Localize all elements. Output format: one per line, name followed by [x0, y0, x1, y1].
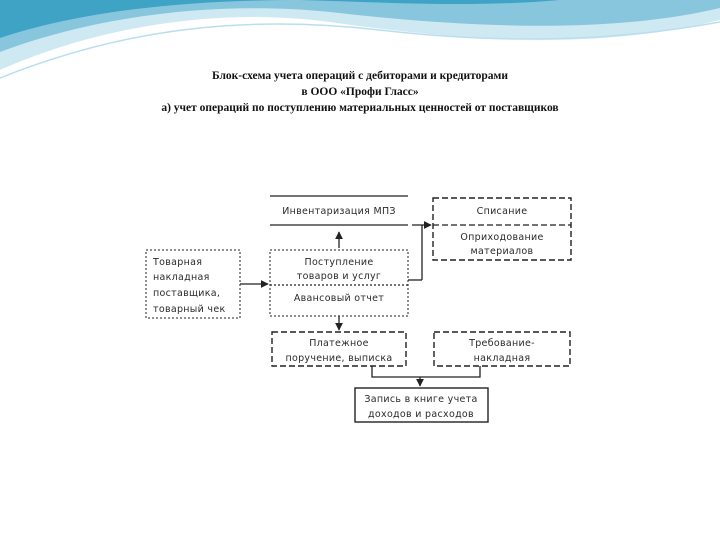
invoice-line4: товарный чек: [153, 304, 226, 315]
payment-line1: Платежное: [309, 338, 369, 349]
receipt-line2: товаров и услуг: [296, 271, 382, 282]
invoice-line1: Товарная: [153, 257, 203, 268]
materials-use-line2: материалов: [470, 246, 534, 257]
ledger-line1: Запись в книге учета: [364, 394, 478, 405]
connector-payment-to-ledger: [372, 366, 420, 377]
ledger-line2: доходов и расходов: [368, 409, 474, 420]
payment-order-box: [272, 332, 406, 366]
demand-line2: накладная: [473, 353, 531, 364]
inventory-box: [270, 196, 408, 225]
title-line-1: Блок-схема учета операций с дебиторами и кредиторами: [212, 70, 508, 82]
advance-report-label: Авансовый отчет: [293, 293, 385, 304]
title-line-3: а) учет операций по поступлению материальных ценностей от поставщиков: [161, 102, 559, 114]
receipt-box: [270, 250, 408, 316]
inventory-label: Инвентаризация МПЗ: [282, 206, 396, 217]
connector-requisition-to-ledger: [420, 366, 480, 377]
requisition-box: [434, 332, 570, 366]
invoice-box: [146, 250, 240, 318]
title-line-2: в ООО «Профи Гласс»: [301, 86, 419, 98]
invoice-line3: поставщика,: [153, 288, 221, 299]
receipt-line1: Поступление: [304, 257, 374, 268]
writeoff-box: [433, 198, 571, 260]
ledger-box: [355, 388, 488, 422]
writeoff-label: Списание: [476, 206, 528, 217]
demand-line1: Требование-: [469, 338, 535, 349]
invoice-line2: накладная: [153, 272, 210, 283]
payment-line2: поручение, выписка: [285, 353, 393, 364]
materials-use-line1: Оприходование: [460, 232, 544, 243]
